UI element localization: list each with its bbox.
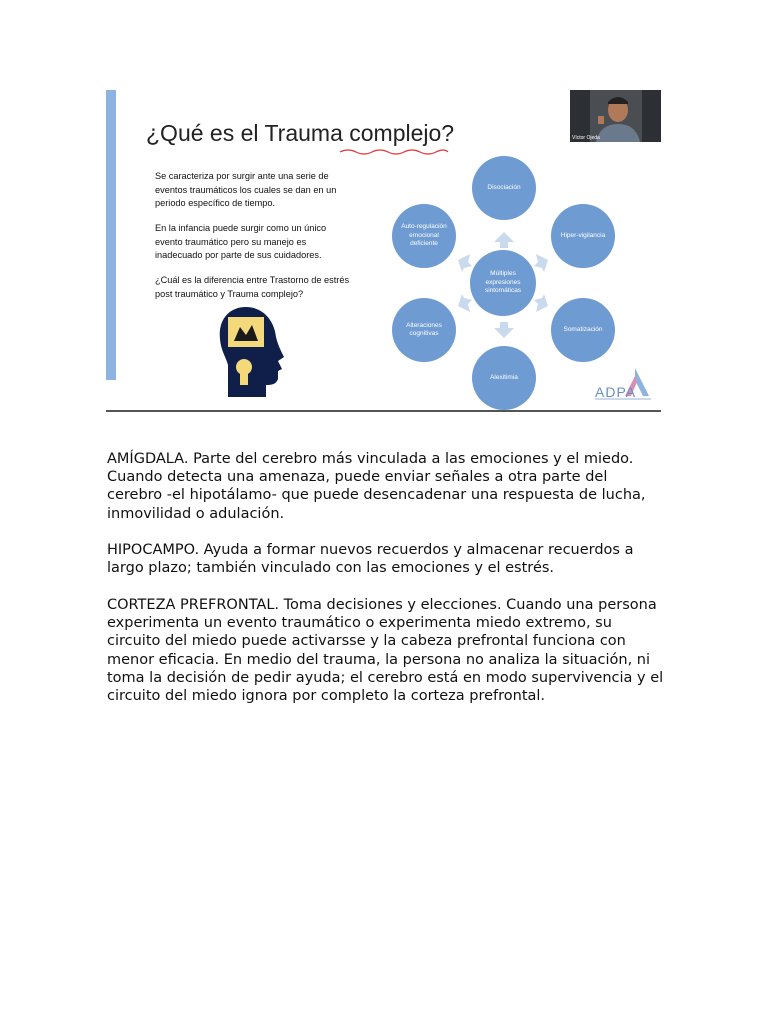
- diagram-node-center: Múltiples expresiones sintomáticas: [470, 250, 536, 316]
- diagram-node-alexitimia: Alexitimia: [472, 346, 536, 410]
- diagram-node-alteraciones: Alteraciones cognitivas: [392, 298, 456, 362]
- presentation-slide: [106, 90, 661, 412]
- diagram-node-hipervigilancia: Hiper-vigilancia: [551, 204, 615, 268]
- adpa-logo-text: ADPA: [595, 384, 637, 400]
- paragraph-corteza: CORTEZA PREFRONTAL. Toma decisiones y elecciones. Cuando una persona experimenta un evento traumático o experimenta miedo extremo, su circuito del miedo puede activarsse y la cabeza prefrontal funciona con menor eficacia. En medio del trauma, la persona no analiza la situación, ni toma la decisión de pedir ayuda; el cerebro está en modo supervivencia y el circuito del miedo ignora por completo la corteza prefrontal.: [107, 597, 664, 705]
- paragraph-hipocampo: HIPOCAMPO. Ayuda a formar nuevos recuerdos y almacenar recuerdos a largo plazo; también vinculado con las emociones y el estrés.: [107, 542, 634, 577]
- slide-paragraph-2: En la infancia puede surgir como un único evento traumático pero su manejo es inadecuado por parte de sus cuidadores.: [155, 223, 327, 260]
- video-thumbnail: [570, 90, 661, 142]
- slide-paragraph-3: ¿Cuál es la diferencia entre Trastorno de estrés post traumático y Trauma complejo?: [155, 275, 350, 299]
- diagram-node-somatizacion: Somatización: [551, 298, 615, 362]
- slide-paragraph-1: Se caracteriza por surgir ante una serie de eventos traumáticos los cuales se dan en un periodo específico de tiempo.: [155, 171, 337, 208]
- diagram-node-autorregulacion: Auto-regulación emocional deficiente: [392, 204, 456, 268]
- paragraph-amigdala: AMÍGDALA. Parte del cerebro más vinculada a las emociones y el miedo. Cuando detecta una amenaza, puede enviar señales a otra parte del cerebro -el hipotálamo- que puede desencadenar una respuesta de lucha, inmovilidad o adulación.: [107, 451, 646, 522]
- slide-title: ¿Qué es el Trauma complejo?: [146, 120, 455, 146]
- video-participant-name: Víctor Ojeda: [572, 135, 600, 141]
- diagram-node-disociacion: Disociación: [472, 156, 536, 220]
